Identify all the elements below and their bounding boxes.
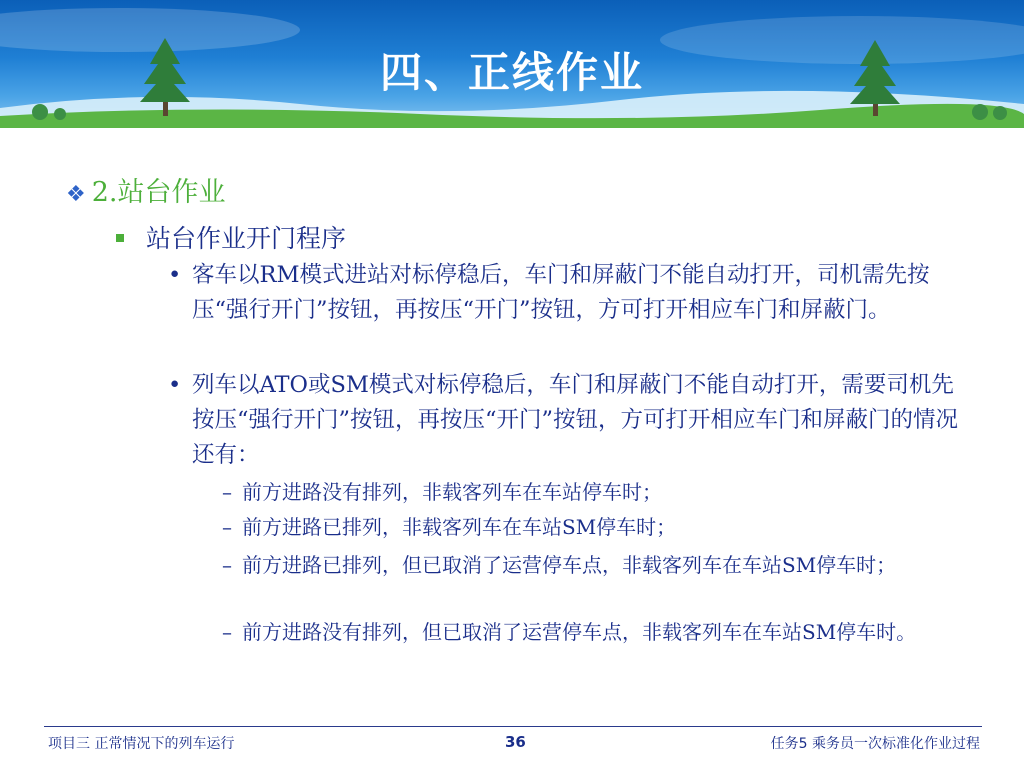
bullet-dot-icon: • xyxy=(168,262,182,288)
footer-task-label: 任务5 乘务员一次标准化作业过程 xyxy=(770,736,980,752)
dash-marker: – xyxy=(222,515,232,539)
diamond-bullet-icon: ❖ xyxy=(66,182,86,207)
subheading xyxy=(116,219,346,255)
sub-list-text: 前方进路已排列，非载客列车在车站SM停车时； xyxy=(242,515,677,539)
slide-title: 四、正线作业 xyxy=(379,48,644,97)
sub-list-text: 前方进路没有排列，但已取消了运营停车点，非载客列车在车站SM停车时。 xyxy=(242,620,917,644)
sub-list-item xyxy=(222,617,962,647)
header-banner xyxy=(0,0,1024,128)
square-bullet-icon xyxy=(116,234,124,242)
sub-list-item xyxy=(222,477,962,507)
dash-marker: – xyxy=(222,620,232,644)
dash-marker: – xyxy=(222,480,232,504)
section-heading xyxy=(66,170,226,209)
sub-list-item xyxy=(222,512,962,542)
page-number: 36 xyxy=(505,733,526,751)
bullet-dot-icon: • xyxy=(168,372,182,398)
bullet-item xyxy=(168,368,968,473)
sub-list-item xyxy=(222,550,962,580)
bullet-item xyxy=(168,258,968,328)
sub-list-text: 前方进路没有排列，非载客列车在车站停车时； xyxy=(242,480,662,504)
footer-divider xyxy=(44,726,982,727)
section-heading-text: 2.站台作业 xyxy=(91,177,226,208)
dash-marker: – xyxy=(222,553,232,577)
bullet-text: 列车以ATO或SM模式对标停稳后，车门和屏蔽门不能自动打开，需要司机先按压“强行开门”按钮，再按压“开门”按钮，方可打开相应车门和屏蔽门的情况还有： xyxy=(192,372,959,468)
sub-list-text: 前方进路已排列，但已取消了运营停车点，非载客列车在车站SM停车时； xyxy=(242,553,897,577)
subheading-text: 站台作业开门程序 xyxy=(146,224,347,253)
bullet-text: 客车以RM模式进站对标停稳后，车门和屏蔽门不能自动打开，司机需先按压“强行开门”按钮，再按压“开门”按钮，方可打开相应车门和屏蔽门。 xyxy=(192,262,930,323)
footer-project-label: 项目三 正常情况下的列车运行 xyxy=(48,736,235,752)
